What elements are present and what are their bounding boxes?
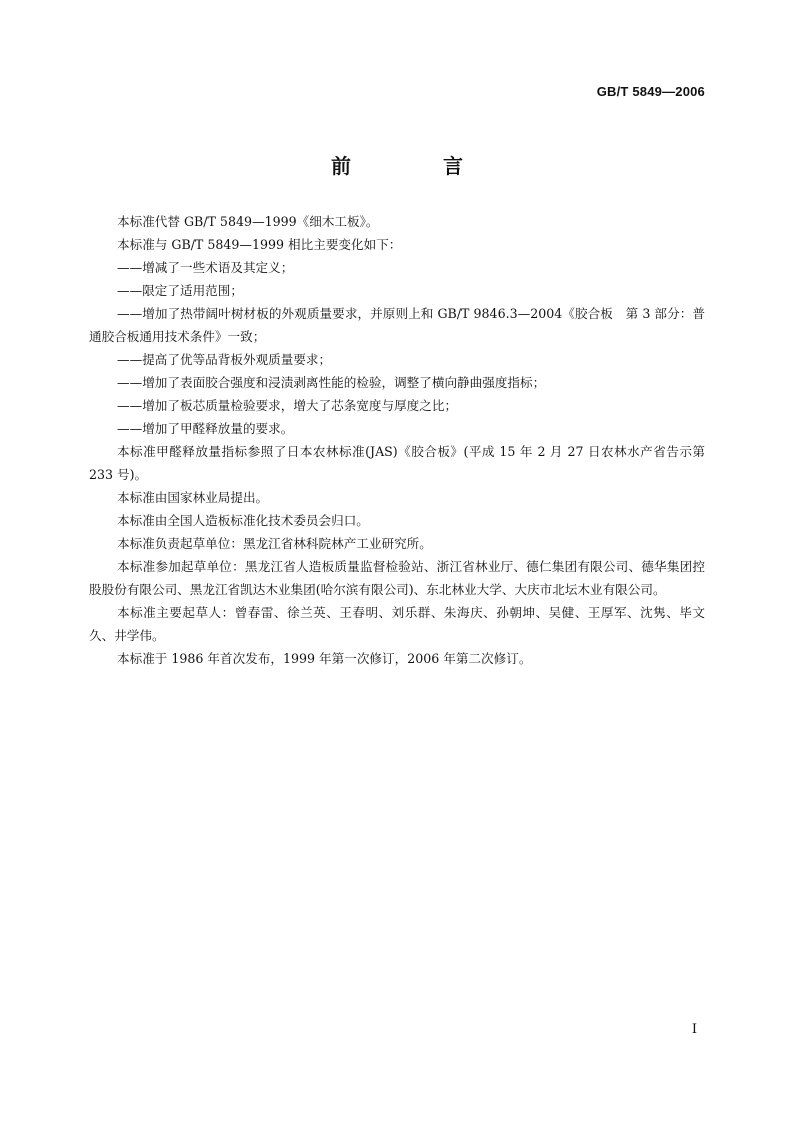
paragraph: 本标准参加起草单位：黑龙江省人造板质量监督检验站、浙江省林业厅、德仁集团有限公司、德华集团控股股份有限公司、黑龙江省凯达木业集团(哈尔滨有限公司)、东北林业大学、大庆市北坛木业有限公司。 xyxy=(89,559,705,597)
paragraph: ——增加了表面胶合强度和浸渍剥离性能的检验，调整了横向静曲强度指标； xyxy=(117,375,546,390)
standard-number: GB/T 5849—2006 xyxy=(596,84,705,99)
paragraph: 本标准代替 GB/T 5849—1999《细木工板》。 xyxy=(117,214,379,229)
page-number: I xyxy=(691,1022,697,1037)
paragraph: ——增加了板芯质量检验要求，增大了芯条宽度与厚度之比； xyxy=(117,398,458,413)
paragraph: ——增减了一些术语及其定义； xyxy=(117,260,294,275)
paragraph: 本标准甲醛释放量指标参照了日本农林标准(JAS)《胶合板》(平成 15 年 2 月 27 日农林水产省告示第 233 号)。 xyxy=(89,444,705,482)
paragraph: 本标准主要起草人：曾春雷、徐兰英、王春明、刘乐群、朱海庆、孙朝坤、吴健、王厚军、沈隽、毕文久、井学伟。 xyxy=(89,605,705,643)
paragraph: ——提高了优等品背板外观质量要求； xyxy=(117,352,332,367)
paragraph: 本标准于 1986 年首次发布，1999 年第一次修订，2006 年第二次修订。 xyxy=(117,651,532,666)
page-title: 前 言 xyxy=(331,154,499,178)
paragraph: 本标准负责起草单位：黑龙江省林科院林产工业研究所。 xyxy=(117,536,432,551)
paragraph: ——增加了热带阔叶树材板的外观质量要求，并原则上和 GB/T 9846.3—2004《胶合板 第 3 部分：普通胶合板通用技术条件》一致； xyxy=(89,306,705,344)
paragraph: 本标准由全国人造板标准化技术委员会归口。 xyxy=(117,513,369,528)
foreword-body xyxy=(89,210,705,670)
paragraph: 本标准由国家林业局提出。 xyxy=(117,490,269,505)
paragraph: 本标准与 GB/T 5849—1999 相比主要变化如下： xyxy=(117,237,402,252)
paragraph: ——限定了适用范围； xyxy=(117,283,243,298)
paragraph: ——增加了甲醛释放量的要求。 xyxy=(117,421,294,436)
